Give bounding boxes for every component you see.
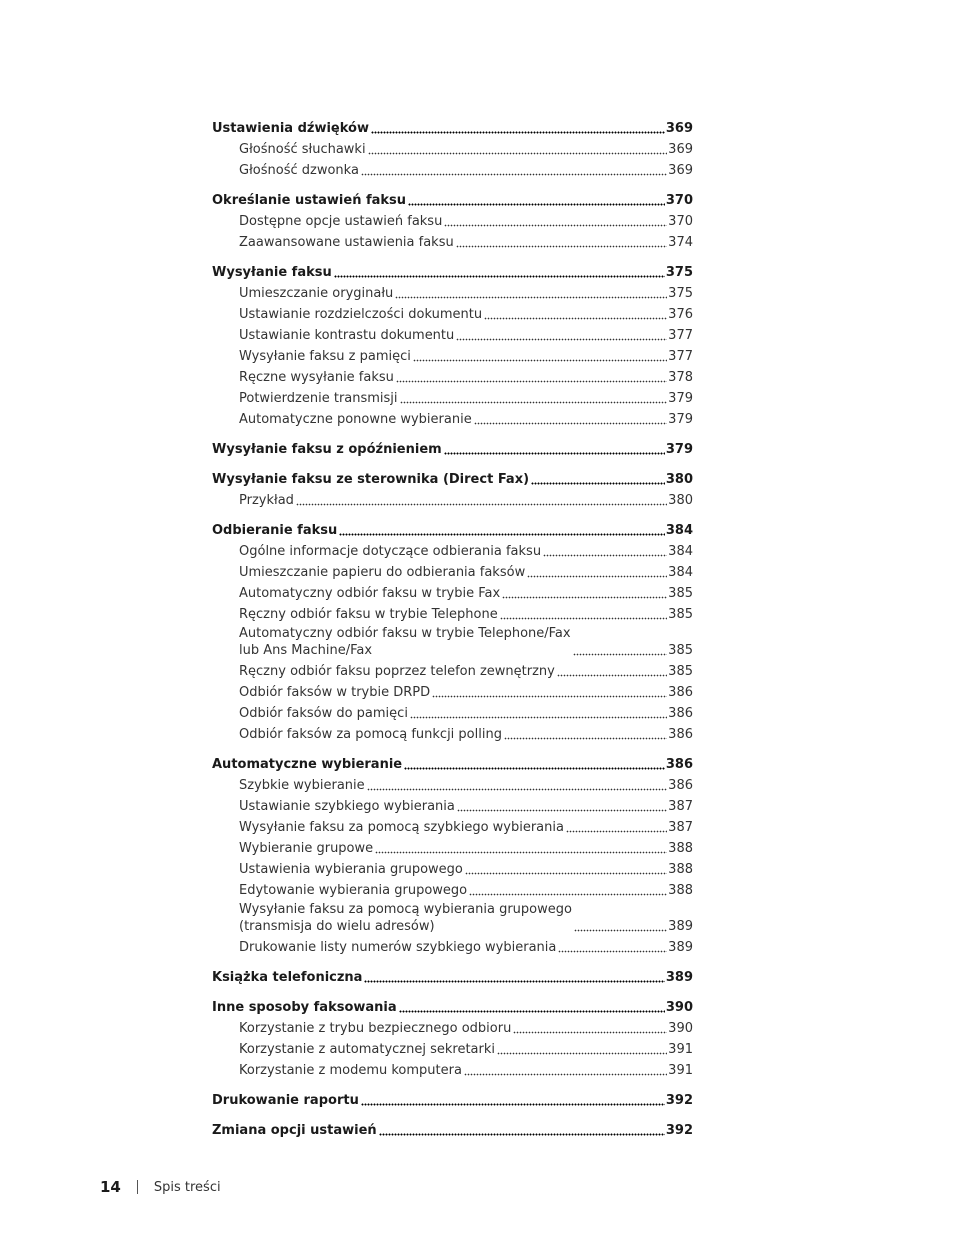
toc-entry-title: Edytowanie wybierania grupowego [239, 883, 468, 898]
toc-entry-title [239, 901, 572, 937]
toc-chapter-entry[interactable] [212, 190, 693, 211]
toc-subentry[interactable] [212, 937, 693, 958]
dot-leader [404, 764, 665, 770]
toc-subentry[interactable] [212, 604, 693, 625]
toc-subentry[interactable] [212, 1039, 693, 1060]
dot-leader [399, 1007, 665, 1013]
toc-entry-title: Odbiór faksów za pomocą funkcji polling [239, 727, 502, 742]
dot-leader [543, 551, 667, 557]
dot-leader [413, 356, 667, 362]
toc-chapter-entry[interactable] [212, 439, 693, 460]
toc-page-number: 386 [668, 685, 693, 700]
toc-entry-title-line2: (transmisja do wielu adresów) [239, 919, 435, 934]
toc-page-number: 384 [665, 523, 693, 538]
dot-leader [408, 200, 665, 206]
toc-chapter-entry[interactable] [212, 1090, 693, 1111]
toc-subentry[interactable] [212, 139, 693, 160]
toc-entry-title: Wysyłanie faksu z pamięci [239, 349, 411, 364]
toc-page-number: 386 [668, 778, 693, 793]
dot-leader [497, 1049, 667, 1055]
toc-entry-title: Drukowanie listy numerów szybkiego wybierania [239, 940, 557, 955]
toc-chapter-entry[interactable] [212, 118, 693, 139]
toc-entry-title: Ręczny odbiór faksu w trybie Telephone [239, 607, 498, 622]
page-footer [100, 1178, 221, 1196]
toc-page-number: 384 [668, 565, 693, 580]
toc-section [212, 967, 693, 988]
toc-page-number: 370 [668, 214, 693, 229]
toc-subentry[interactable] [212, 562, 693, 583]
toc-subentry[interactable] [212, 304, 693, 325]
toc-page-number: 380 [668, 493, 693, 508]
toc-entry-title: Umieszczanie oryginału [239, 286, 394, 301]
toc-page-number: 388 [668, 862, 693, 877]
toc-entry-title: Książka telefoniczna [212, 970, 363, 985]
toc-page-number: 386 [668, 727, 693, 742]
toc-page-number: 369 [668, 163, 693, 178]
toc-page-number: 379 [668, 391, 693, 406]
toc-subentry[interactable] [212, 625, 693, 661]
toc-page-number: 385 [668, 586, 693, 601]
toc-entry-title: Ustawienia wybierania grupowego [239, 862, 463, 877]
dot-leader [456, 335, 667, 341]
toc-page-number: 374 [668, 235, 693, 250]
dot-leader [566, 827, 667, 833]
toc-page-number: 389 [665, 970, 693, 985]
dot-leader [339, 530, 665, 536]
dot-leader [444, 449, 665, 455]
toc-section [212, 469, 693, 511]
toc-chapter-entry[interactable] [212, 520, 693, 541]
toc-page-number: 385 [668, 664, 693, 679]
toc-entry-title: Umieszczanie papieru do odbierania faksów [239, 565, 526, 580]
toc-subentry[interactable] [212, 346, 693, 367]
toc-subentry[interactable] [212, 817, 693, 838]
dot-leader [444, 221, 667, 227]
toc-page-number: 392 [665, 1093, 693, 1108]
toc-entry-title: Ogólne informacje dotyczące odbierania faksu [239, 544, 542, 559]
toc-entry-title-line2: lub Ans Machine/Fax [239, 643, 373, 658]
dot-leader [558, 947, 667, 953]
toc-subentry[interactable] [212, 283, 693, 304]
dot-leader [469, 890, 667, 896]
toc-chapter-entry[interactable] [212, 967, 693, 988]
dot-leader [367, 785, 668, 791]
toc-entry-title: Ręczne wysyłanie faksu [239, 370, 394, 385]
toc-entry-title: Korzystanie z trybu bezpiecznego odbioru [239, 1021, 512, 1036]
toc-page-number: 377 [668, 349, 693, 364]
toc-subentry[interactable] [212, 583, 693, 604]
toc-page-number: 375 [665, 265, 693, 280]
toc-entry-title: Wysyłanie faksu z opóźnieniem [212, 442, 442, 457]
toc-page-number: 379 [665, 442, 693, 457]
toc-entry-title: Ustawianie szybkiego wybierania [239, 799, 455, 814]
toc-page-number: 390 [665, 1000, 693, 1015]
dot-leader [368, 149, 668, 155]
toc-entry-title: Odbiór faksów do pamięci [239, 706, 408, 721]
toc-page-number: 380 [665, 472, 693, 487]
toc-entry-title: Drukowanie raportu [212, 1093, 359, 1108]
toc-section [212, 1120, 693, 1141]
toc-entry-title: Potwierdzenie transmisji [239, 391, 398, 406]
toc-subentry[interactable] [212, 880, 693, 901]
toc-section [212, 190, 693, 253]
toc-subentry[interactable] [212, 859, 693, 880]
toc-entry-title: Ustawianie kontrastu dokumentu [239, 328, 455, 343]
toc-chapter-entry[interactable] [212, 754, 693, 775]
toc-section [212, 118, 693, 181]
dot-leader [504, 734, 667, 740]
toc-subentry[interactable] [212, 409, 693, 430]
dot-leader [432, 692, 667, 698]
dot-leader [361, 1100, 665, 1106]
toc-subentry[interactable] [212, 490, 693, 511]
toc-subentry[interactable] [212, 211, 693, 232]
toc-page-number: 385 [668, 607, 693, 622]
toc-entry-title-line1: Wysyłanie faksu za pomocą wybierania grupowego [239, 902, 572, 917]
toc-page-number: 377 [668, 328, 693, 343]
toc-entry-title: Przykład [239, 493, 294, 508]
dot-leader [410, 713, 667, 719]
toc-subentry[interactable] [212, 796, 693, 817]
toc-page-number: 389 [668, 940, 693, 955]
dot-leader [513, 1028, 667, 1034]
dot-leader [456, 242, 667, 248]
dot-leader [474, 419, 667, 425]
toc-entry-title: Wysyłanie faksu [212, 265, 332, 280]
toc-subentry[interactable] [212, 325, 693, 346]
toc-entry-title: Wybieranie grupowe [239, 841, 374, 856]
toc-page-number: 370 [665, 193, 693, 208]
toc-subentry[interactable] [212, 367, 693, 388]
toc-entry-title: Głośność dzwonka [239, 163, 359, 178]
toc-page-number: 387 [668, 820, 693, 835]
toc-chapter-entry[interactable] [212, 469, 693, 490]
toc-entry-title: Inne sposoby faksowania [212, 1000, 397, 1015]
dot-leader [375, 848, 667, 854]
dot-leader [371, 128, 665, 134]
dot-leader [400, 398, 668, 404]
dot-leader [500, 614, 667, 620]
toc-page-number: 386 [668, 706, 693, 721]
toc-page-number: 369 [668, 142, 693, 157]
dot-leader [379, 1130, 665, 1136]
toc-entry-title: Głośność słuchawki [239, 142, 366, 157]
toc-page-number: 391 [668, 1042, 693, 1057]
toc-page-number: 376 [668, 307, 693, 322]
toc-entry-title: Ręczny odbiór faksu poprzez telefon zewnętrzny [239, 664, 555, 679]
toc-entry-title: Odbieranie faksu [212, 523, 338, 538]
toc-section [212, 262, 693, 430]
toc-entry-title: Odbiór faksów w trybie DRPD [239, 685, 431, 700]
toc-section [212, 520, 693, 745]
toc-page-number: 388 [668, 883, 693, 898]
toc-section [212, 997, 693, 1081]
toc-chapter-entry[interactable] [212, 262, 693, 283]
dot-leader [574, 926, 667, 932]
toc-entry-title: Określanie ustawień faksu [212, 193, 407, 208]
toc-page-number: 387 [668, 799, 693, 814]
toc-section [212, 754, 693, 958]
toc-entry-title: Szybkie wybieranie [239, 778, 365, 793]
toc-subentry[interactable] [212, 703, 693, 724]
toc-page-number: 391 [668, 1063, 693, 1078]
footer-separator [137, 1180, 138, 1194]
dot-leader [296, 500, 667, 506]
toc-entry-title: Automatyczne wybieranie [212, 757, 403, 772]
dot-leader [364, 977, 664, 983]
toc-subentry[interactable] [212, 682, 693, 703]
dot-leader [502, 593, 667, 599]
toc-subentry[interactable] [212, 160, 693, 181]
toc-subentry[interactable] [212, 1018, 693, 1039]
toc-entry-title: Ustawienia dźwięków [212, 121, 369, 136]
dot-leader [457, 806, 667, 812]
dot-leader [465, 869, 667, 875]
toc-subentry[interactable] [212, 838, 693, 859]
toc-section [212, 1090, 693, 1111]
toc-entry-title: Wysyłanie faksu za pomocą szybkiego wybierania [239, 820, 564, 835]
toc-entry-title: Ustawianie rozdzielczości dokumentu [239, 307, 483, 322]
page-number: 14 [100, 1178, 121, 1196]
toc-page-number: 386 [665, 757, 693, 772]
toc-page-number: 388 [668, 841, 693, 856]
dot-leader [334, 272, 665, 278]
toc-entry-title: Automatyczne ponowne wybieranie [239, 412, 472, 427]
toc-page-number: 390 [668, 1021, 693, 1036]
toc-chapter-entry[interactable] [212, 1120, 693, 1141]
toc-subentry[interactable] [212, 541, 693, 562]
toc-section [212, 439, 693, 460]
toc-page-number: 378 [668, 370, 693, 385]
dot-leader [464, 1070, 667, 1076]
toc-subentry[interactable] [212, 232, 693, 253]
dot-leader [573, 650, 668, 656]
toc-entry-title: Wysyłanie faksu ze sterownika (Direct Fax) [212, 472, 530, 487]
toc-page-number: 375 [668, 286, 693, 301]
toc-subentry[interactable] [212, 724, 693, 745]
dot-leader [396, 377, 667, 383]
toc-entry-title: Zmiana opcji ustawień [212, 1123, 377, 1138]
toc-subentry[interactable] [212, 661, 693, 682]
toc-chapter-entry[interactable] [212, 997, 693, 1018]
dot-leader [484, 314, 667, 320]
dot-leader [395, 293, 667, 299]
toc-entry-title: Korzystanie z automatycznej sekretarki [239, 1042, 496, 1057]
dot-leader [527, 572, 667, 578]
toc-entry-title: Dostępne opcje ustawień faksu [239, 214, 443, 229]
dot-leader [557, 671, 667, 677]
toc-subentry[interactable] [212, 1060, 693, 1081]
toc-entry-title: Zaawansowane ustawienia faksu [239, 235, 454, 250]
footer-section-name: Spis treści [153, 1179, 221, 1195]
toc-page-number: 385 [668, 643, 693, 658]
toc-page-number: 392 [665, 1123, 693, 1138]
toc-page-number: 384 [668, 544, 693, 559]
toc-entry-title: Automatyczny odbiór faksu w trybie Fax [239, 586, 501, 601]
toc-page-number: 379 [668, 412, 693, 427]
toc-subentry[interactable] [212, 388, 693, 409]
toc-page-number: 369 [665, 121, 693, 136]
dot-leader [531, 479, 665, 485]
table-of-contents [212, 118, 693, 1150]
toc-page-number: 389 [668, 919, 693, 934]
toc-subentry[interactable] [212, 901, 693, 937]
toc-subentry[interactable] [212, 775, 693, 796]
toc-entry-title-line1: Automatyczny odbiór faksu w trybie Telephone/Fax [239, 626, 571, 641]
toc-entry-title [239, 625, 571, 661]
toc-entry-title: Korzystanie z modemu komputera [239, 1063, 462, 1078]
dot-leader [361, 170, 667, 176]
